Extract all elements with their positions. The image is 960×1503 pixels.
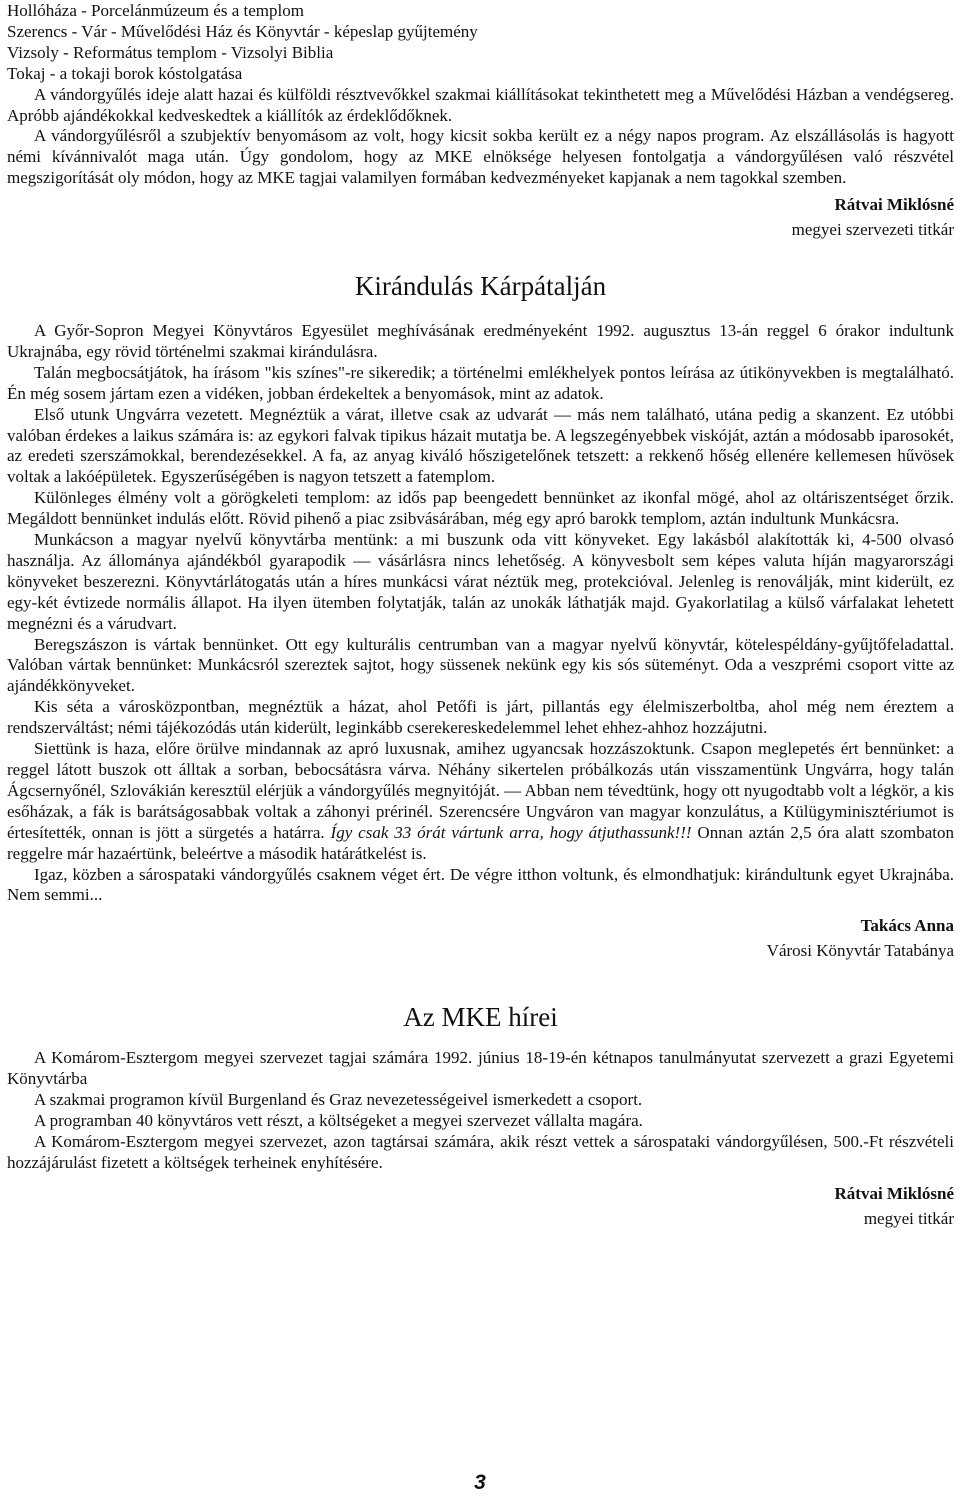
article-closing: Igaz, közben a sárospataki vándorgyűlés csaknem véget ért. De végre itthon voltunk, és elmondhatjuk: kirándultunk egyet Ukrajnába. Nem semmi... [7, 864, 954, 905]
italic-quote: Így csak 33 órát vártunk arra, hogy átjuthassunk!!! [330, 822, 692, 842]
itinerary-line: Tokaj - a tokaji borok kóstolgatása [7, 63, 243, 83]
article-paragraph: Munkácson a magyar nyelvű könyvtárba mentünk: a mi buszunk oda vitt könyveket. Egy lakásból alakították ki, 4-500 olvasó használja. Az állománya ajándékból gyarapodik — vásárlásra nincs lehetőség. A könyvesbolt sem képes valuta híján magyarországi könyveket beszerezni. Könyvtárlátogatás után a híres munkácsi várat néztük meg, protekcióval. Jelenleg is renoválják, mint kiderült, ez egy-két évtizede normális állapot. Ha ilyen ütemben folytatják, talán az unokák láthatják majd. Gyakorlatilag a külső várfalakat lehetett megnézni és a várudvart. [7, 530, 954, 633]
paragraph-text: Siettünk is haza, előre örülve mindannak az apró luxusnak, amihez ugyancsak hozzászoktunk. Csapon meglepetés ért bennünket: a reggel látott buszok ott álltak a sorban, bebocsátásra várva. Néhány sikertelen próbálkozás után visszamentünk Ungvárra, hogy talán Ágcsernyőnél, Szlovákián keresztül elérjük a vándorgyűlés megnyitóját. — Abban nem tévedtünk, hogy ott nyugodtabb volt a légkör, a kis esőházak, a fák is barátságosabbak voltak a záhonyi prérinél. Szerencsére Ungváron van magyar konzulátus, a Külügyminisztériumot is értesítették, onnan is jött a sürgetés a határra. [7, 739, 954, 842]
paragraph-text: Onnan aztán 2,5 óra alatt szombaton reggelre már hazaértünk, beleértve a második határátkelést is. [7, 822, 954, 863]
signature-name: Takács Anna [860, 916, 954, 936]
news-title: Az MKE hírei [403, 1002, 558, 1033]
itinerary-line: Hollóháza - Porcelánmúzeum és a templom [7, 1, 304, 20]
itinerary-line: Szerencs - Vár - Művelődési Ház és Könyvtár - képeslap gyűjtemény [7, 21, 478, 41]
article-paragraph: Különleges élmény volt a görögkeleti templom: az idős pap beengedett bennünket az ikonfal mögé, ahol az oltáriszentséget őrzik. Megáldott bennünket indulás előtt. Rövid pihenő a piac zsibvásárában, még egy apró barokk templom, aztán indultunk Munkácsra. [7, 488, 954, 529]
article-paragraph: A Győr-Sopron Megyei Könyvtáros Egyesület meghívásának eredményeként 1992. augusztus 13-án reggel 6 órakor indultunk Ukrajnába, egy rövid történelmi szakmai kirándulásra. [7, 320, 954, 361]
article-paragraph: Kis séta a városközpontban, megnéztük a házat, ahol Petőfi is járt, pillantás egy élelmiszerboltba, ahol még nem éreztem a rendszerváltást; némi tájékozódás után kiderült, leginkább cserekereskedelemmel lehet ehhez-ahhoz hozzájutni. [7, 697, 954, 738]
article-paragraph: Beregszászon is vártak bennünket. Ott egy kulturális centrumban van a magyar nyelvű könyvtár, kötelespéldány-gyűjtőfeladattal. Valóban vártak bennünket: Munkácsról szereztek sajtot, hogy süssenek nekünk egy kis sós süteményt. Oda a veszprémi csoport vitte az ajándékkönyveket. [7, 634, 954, 696]
itinerary-line: Vizsoly - Református templom - Vizsolyi Biblia [7, 42, 334, 62]
intro-paragraph: A vándorgyűlésről a szubjektív benyomásom az volt, hogy kicsit sokba került ez a négy napos program. Az elszállásolás is hagyott némi kívánnivalót maga után. Úgy gondolom, hogy az MKE elnöksége helyesen fontolgatja a vándorgyűlésen való részvétel megszigorítását oly módon, hogy az MKE tagjai valamilyen formában kedvezményeket kapjanak a nem tagokkal szemben. [7, 126, 954, 188]
page-number: 3 [474, 1471, 486, 1494]
intro-section [7, 0, 954, 241]
intro-paragraph: A vándorgyűlés ideje alatt hazai és külföldi résztvevőkkel szakmai kiállításokat tekinthetett meg a Művelődési Házban a vendégsereg. Apróbb ajándékokkal kedveskedtek a kiállítók az érdeklődőknek. [7, 84, 954, 125]
news-paragraph: A szakmai programon kívül Burgenland és Graz nevezetességeivel ismerkedett a csoport. [34, 1089, 643, 1109]
signature-role: megyei szervezeti titkár [791, 220, 954, 240]
signature-role: megyei titkár [863, 1208, 954, 1228]
signature-name: Rátvai Miklósné [834, 195, 954, 215]
article-title: Kirándulás Kárpátalján [354, 270, 607, 301]
news-paragraph: A programban 40 könyvtáros vett részt, a költségeket a megyei szervezet vállalta magára. [34, 1110, 643, 1130]
news-section [7, 1048, 954, 1229]
article-paragraph: Talán megbocsátjátok, ha írásom "kis színes"-re sikeredik; a történelmi emlékhelyek pontos leírása az útikönyvekben is megtalálható. Én még sosem jártam ezen a vidéken, jobban érdekeltek a benyomások, mint az adatok. [7, 362, 954, 403]
signature-role: Városi Könyvtár Tatabánya [766, 941, 954, 961]
article-section [7, 321, 954, 962]
article-paragraph-last [7, 739, 954, 864]
news-paragraph: A Komárom-Esztergom megyei szervezet tagjai számára 1992. június 18-19-én kétnapos tanulmányutat szervezett a grazi Egyetemi Könyvtárba [7, 1048, 954, 1089]
article-paragraph: Első utunk Ungvárra vezetett. Megnéztük a várat, illetve csak az udvarát — más nem található, utána pedig a skanzent. Ez utóbbi valóban érdekes a laikus számára is: az egykori falvak tipikus házait mutatja be. A legszegényebbek viskóját, aztán a módosabb iparosokét, az eredeti szerszámokkal, berendezésekkel. A fa, az anyag kiváló hőszigetelőnek tetszett: a rekkenő hőség ellenére kellemesen hűvösek voltak a lakóépületek. Egyszerűségében is nagyon tetszett a fatemplom. [7, 404, 954, 487]
signature-name: Rátvai Miklósné [834, 1183, 954, 1203]
news-paragraph: A Komárom-Esztergom megyei szervezet, azon tagtársai számára, akik részt vettek a sárospataki vándorgyűlésen, 500.-Ft részvételi hozzájárulást fizetett a költségek terheinek enyhítésére. [7, 1131, 954, 1172]
